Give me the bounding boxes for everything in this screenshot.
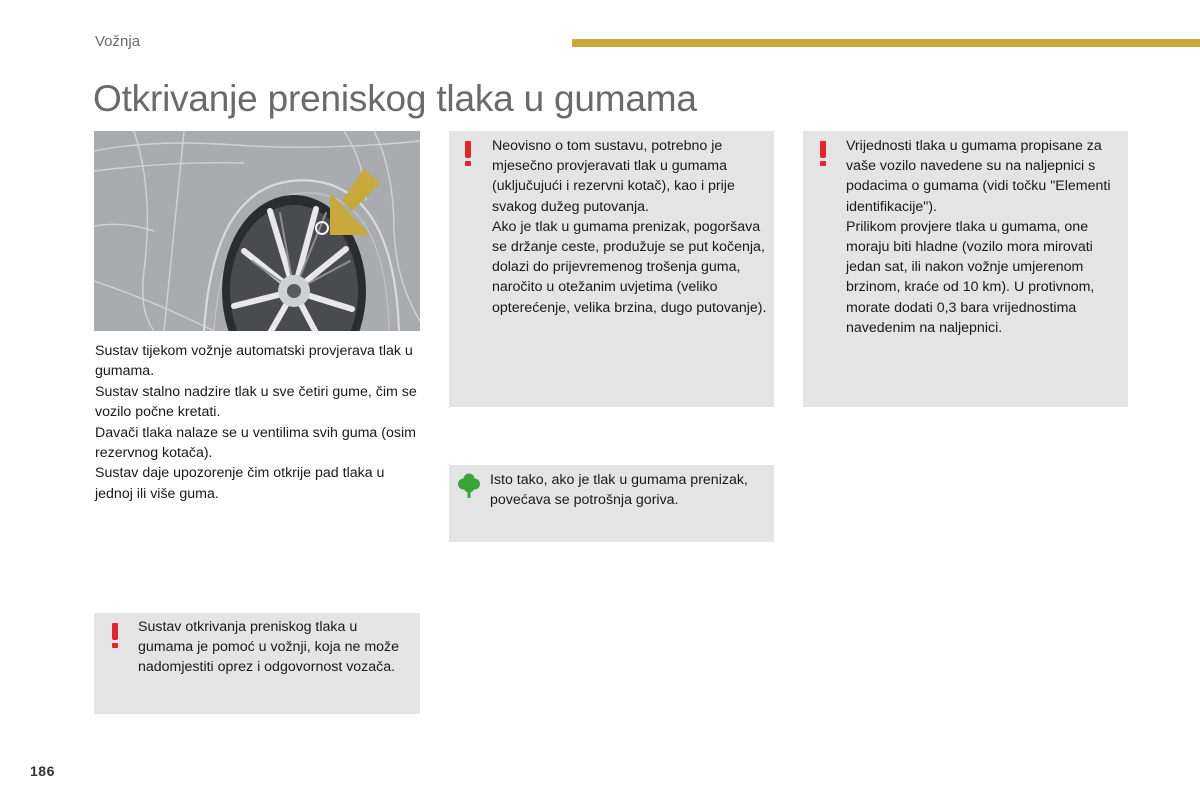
intro-paragraph: Sustav daje upozorenje čim otkrije pad tlaka u jednoj ili više guma.: [95, 465, 385, 502]
intro-paragraph: Sustav tijekom vožnje automatski provjerava tlak u gumama.: [95, 343, 413, 380]
page-number: 186: [30, 763, 55, 779]
note-paragraph: Prilikom provjere tlaka u gumama, one moraju biti hladne (vozilo mora mirovati jedan sat, ili nakon vožnje umjerenom brzinom, kraće od 10 km). U protivnom, morate dodati 0,3 bara vrijednostima navedenim na naljepnici.: [846, 218, 1095, 336]
warning-icon: [464, 141, 472, 167]
note-text: Isto tako, ako je tlak u gumama prenizak, povećava se potrošnja goriva.: [490, 472, 748, 509]
section-label: Vožnja: [95, 33, 141, 50]
note-paragraph: Neovisno o tom sustavu, potrebno je mjesečno provjeravati tlak u gumama (uključujući i rezervni kotač), kao i prije svakog dužeg putovanja.: [492, 138, 735, 215]
warning-icon: [819, 141, 827, 167]
note-pressure-values: [803, 131, 1128, 407]
tyre-illustration: [94, 131, 420, 331]
note-driving-aid: [94, 613, 420, 714]
page-title: Otkrivanje preniskog tlaka u gumama: [93, 78, 697, 119]
note-paragraph: Ako je tlak u gumama prenizak, pogoršava se držanje ceste, produžuje se put kočenja, dolazi do prijevremenog trošenja guma, naročito u otežanim uvjetima (veliko opterećenje, velika brzina, dugo putovanje).: [492, 218, 767, 316]
tree-icon: [458, 473, 480, 499]
note-monthly-check: [449, 131, 774, 407]
warning-icon: [111, 623, 119, 649]
intro-text: [95, 341, 425, 504]
note-text: Sustav otkrivanja preniskog tlaka u gumama je pomoć u vožnji, koja ne može nadomjestiti oprez i odgovornost vozača.: [138, 619, 400, 676]
intro-paragraph: Sustav stalno nadzire tlak u sve četiri gume, čim se vozilo počne kretati.: [95, 383, 417, 421]
intro-paragraph: Davači tlaka nalaze se u ventilima svih guma (osim rezervnog kotača).: [95, 424, 416, 462]
header-accent-bar: [572, 39, 1200, 47]
note-fuel-consumption: [449, 465, 774, 542]
note-paragraph: Vrijednosti tlaka u gumama propisane za vaše vozilo navedene su na naljepnici s podacima o gumama (vidi točku "Elementi identifikacije").: [846, 138, 1111, 215]
